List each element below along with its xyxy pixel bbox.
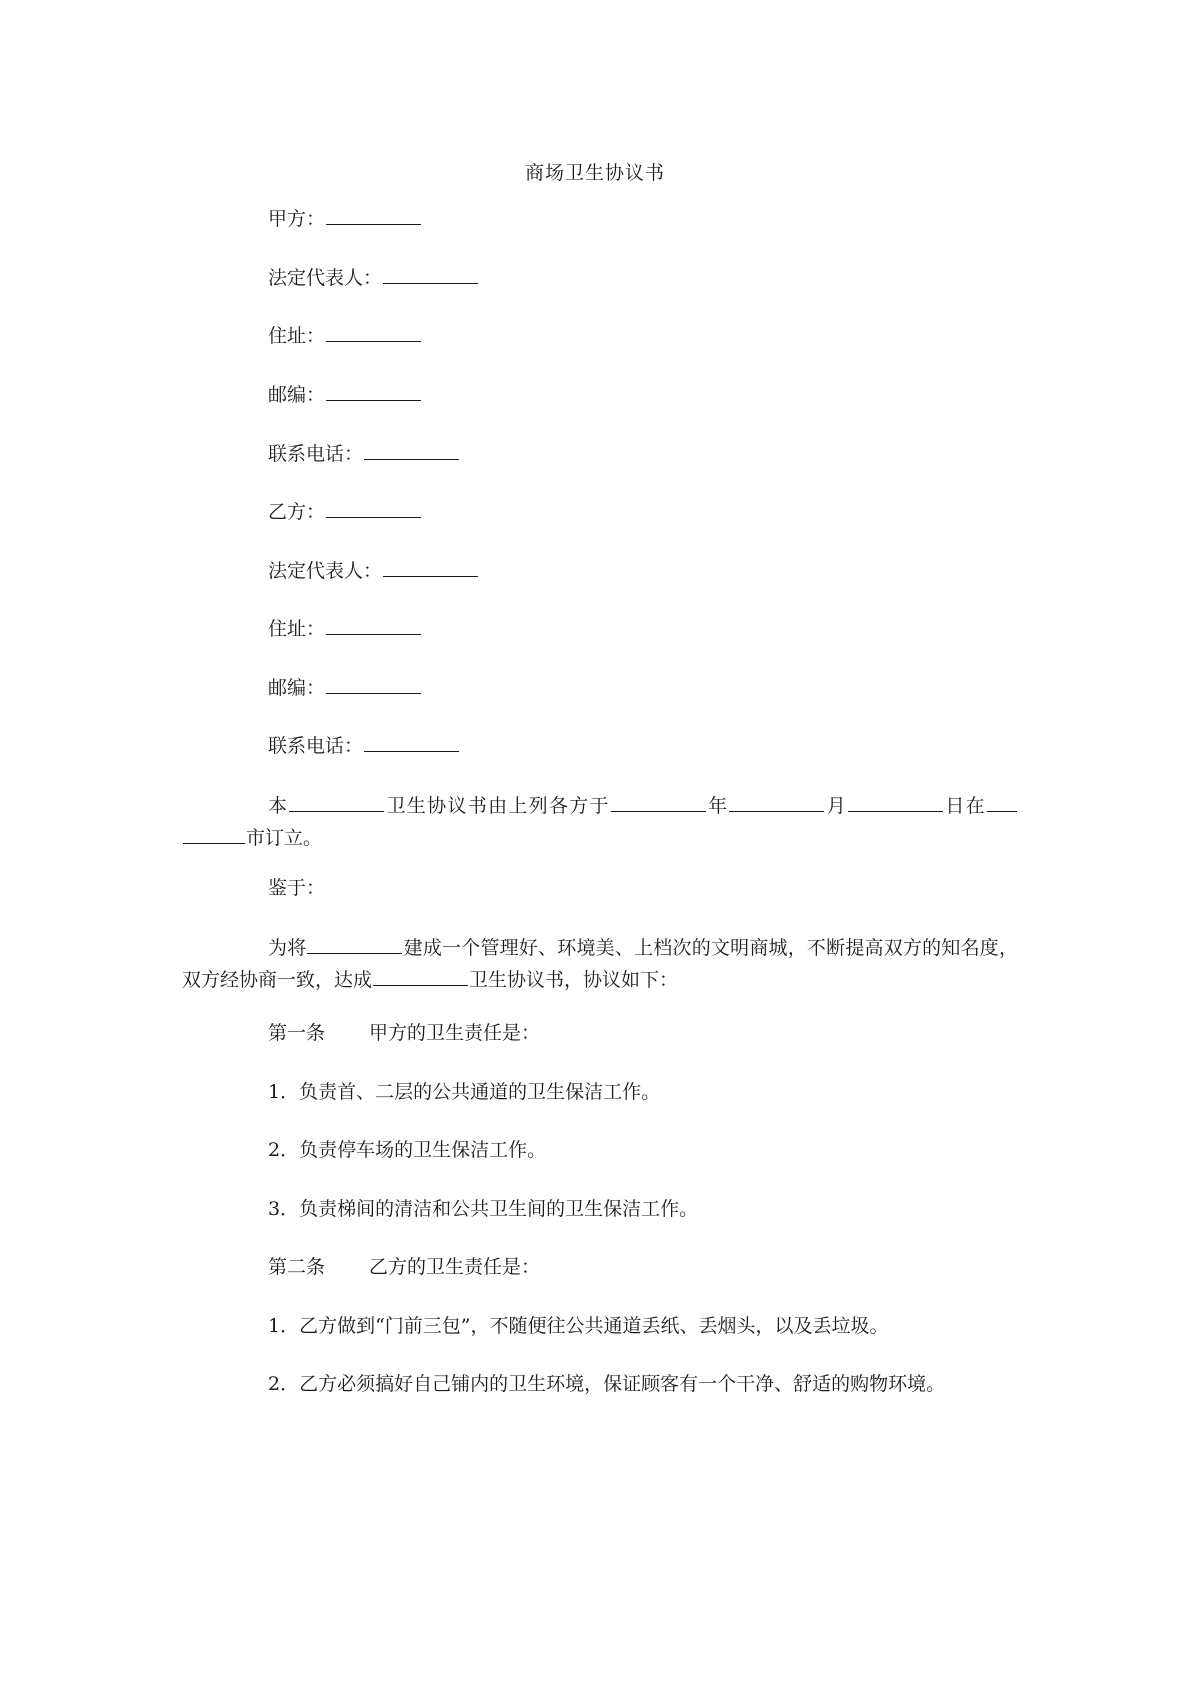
- party-b-name-blank: [326, 499, 421, 518]
- purpose-paragraph: [182, 932, 1018, 996]
- mall-name-blank: [307, 935, 402, 954]
- party-a-address-label: 住址：: [268, 325, 326, 347]
- intro-text-4: 月: [825, 795, 848, 817]
- party-b-name-label: 乙方：: [268, 501, 326, 523]
- party-a-phone-blank: [364, 441, 459, 460]
- party-a-name-line: [268, 206, 422, 232]
- party-a-rep-label: 法定代表人：: [268, 267, 383, 289]
- purpose-text-3: 卫生协议书，协议如下：: [469, 969, 679, 991]
- party-b-postcode-label: 邮编：: [268, 677, 326, 699]
- party-a-rep-blank: [383, 265, 478, 284]
- intro-text-5: 日在: [944, 795, 986, 817]
- party-b-phone-line: [268, 733, 460, 759]
- party-a-postcode-line: [268, 382, 422, 408]
- party-b-address-blank: [326, 616, 421, 635]
- party-a-name-blank: [326, 206, 421, 225]
- city-blank-end: [183, 825, 245, 844]
- article-1-title: 甲方的卫生责任是：: [369, 1022, 541, 1044]
- party-b-postcode-blank: [326, 675, 421, 694]
- party-a-postcode-blank: [326, 382, 421, 401]
- article-2-item: 1．乙方做到“门前三包”，不随便往公共通道丢纸、丢烟头，以及丢垃圾。: [268, 1315, 889, 1337]
- party-a-postcode-label: 邮编：: [268, 384, 326, 406]
- party-b-rep-blank: [383, 558, 478, 577]
- party-a-address-blank: [326, 323, 421, 342]
- purpose-text-2: 建成一个管理好、环境美、上档次的文明商城，不断提高双方的知名度，双方经协商一致，达成: [182, 937, 1018, 991]
- article-2-item: 2．乙方必须搞好自己铺内的卫生环境，保证顾客有一个干净、舒适的购物环境。: [268, 1373, 946, 1395]
- year-blank: [611, 793, 706, 812]
- intro-text-1: 本: [268, 795, 289, 817]
- party-a-phone-line: [268, 441, 460, 467]
- article-1-item: 2．负责停车场的卫生保洁工作。: [268, 1139, 547, 1161]
- whereas-line: 鉴于：: [268, 877, 326, 899]
- party-b-phone-blank: [364, 733, 459, 752]
- party-b-address-label: 住址：: [268, 618, 326, 640]
- day-blank: [848, 793, 943, 812]
- party-b-rep-label: 法定代表人：: [268, 560, 383, 582]
- month-blank: [729, 793, 824, 812]
- party-b-name-line: [268, 499, 422, 525]
- intro-text-6: 市订立。: [246, 827, 323, 849]
- party-b-postcode-line: [268, 675, 422, 701]
- article-2-heading: [268, 1254, 540, 1280]
- article-2-number: 第二条: [268, 1256, 326, 1278]
- agreement-name-blank: [289, 793, 384, 812]
- intro-paragraph: [182, 790, 1018, 854]
- document-title: 商场卫生协议书: [524, 162, 665, 184]
- party-b-phone-label: 联系电话：: [268, 735, 364, 757]
- agreement-name-blank-2: [373, 967, 468, 986]
- party-a-name-label: 甲方：: [268, 208, 326, 230]
- article-1-item: 3．负责梯间的清洁和公共卫生间的卫生保洁工作。: [268, 1198, 699, 1220]
- party-b-address-line: [268, 616, 422, 642]
- party-a-phone-label: 联系电话：: [268, 443, 364, 465]
- article-1-item: 1．负责首、二层的公共通道的卫生保洁工作。: [268, 1081, 661, 1103]
- purpose-text-1: 为将: [268, 937, 307, 959]
- intro-text-3: 年: [706, 795, 729, 817]
- party-a-address-line: [268, 323, 422, 349]
- article-2-title: 乙方的卫生责任是：: [369, 1256, 541, 1278]
- article-1-number: 第一条: [268, 1022, 326, 1044]
- city-blank-start: [987, 793, 1017, 812]
- article-1-heading: [268, 1020, 540, 1046]
- party-a-rep-line: [268, 265, 479, 291]
- intro-text-2: 卫生协议书由上列各方于: [385, 795, 610, 817]
- party-b-rep-line: [268, 558, 479, 584]
